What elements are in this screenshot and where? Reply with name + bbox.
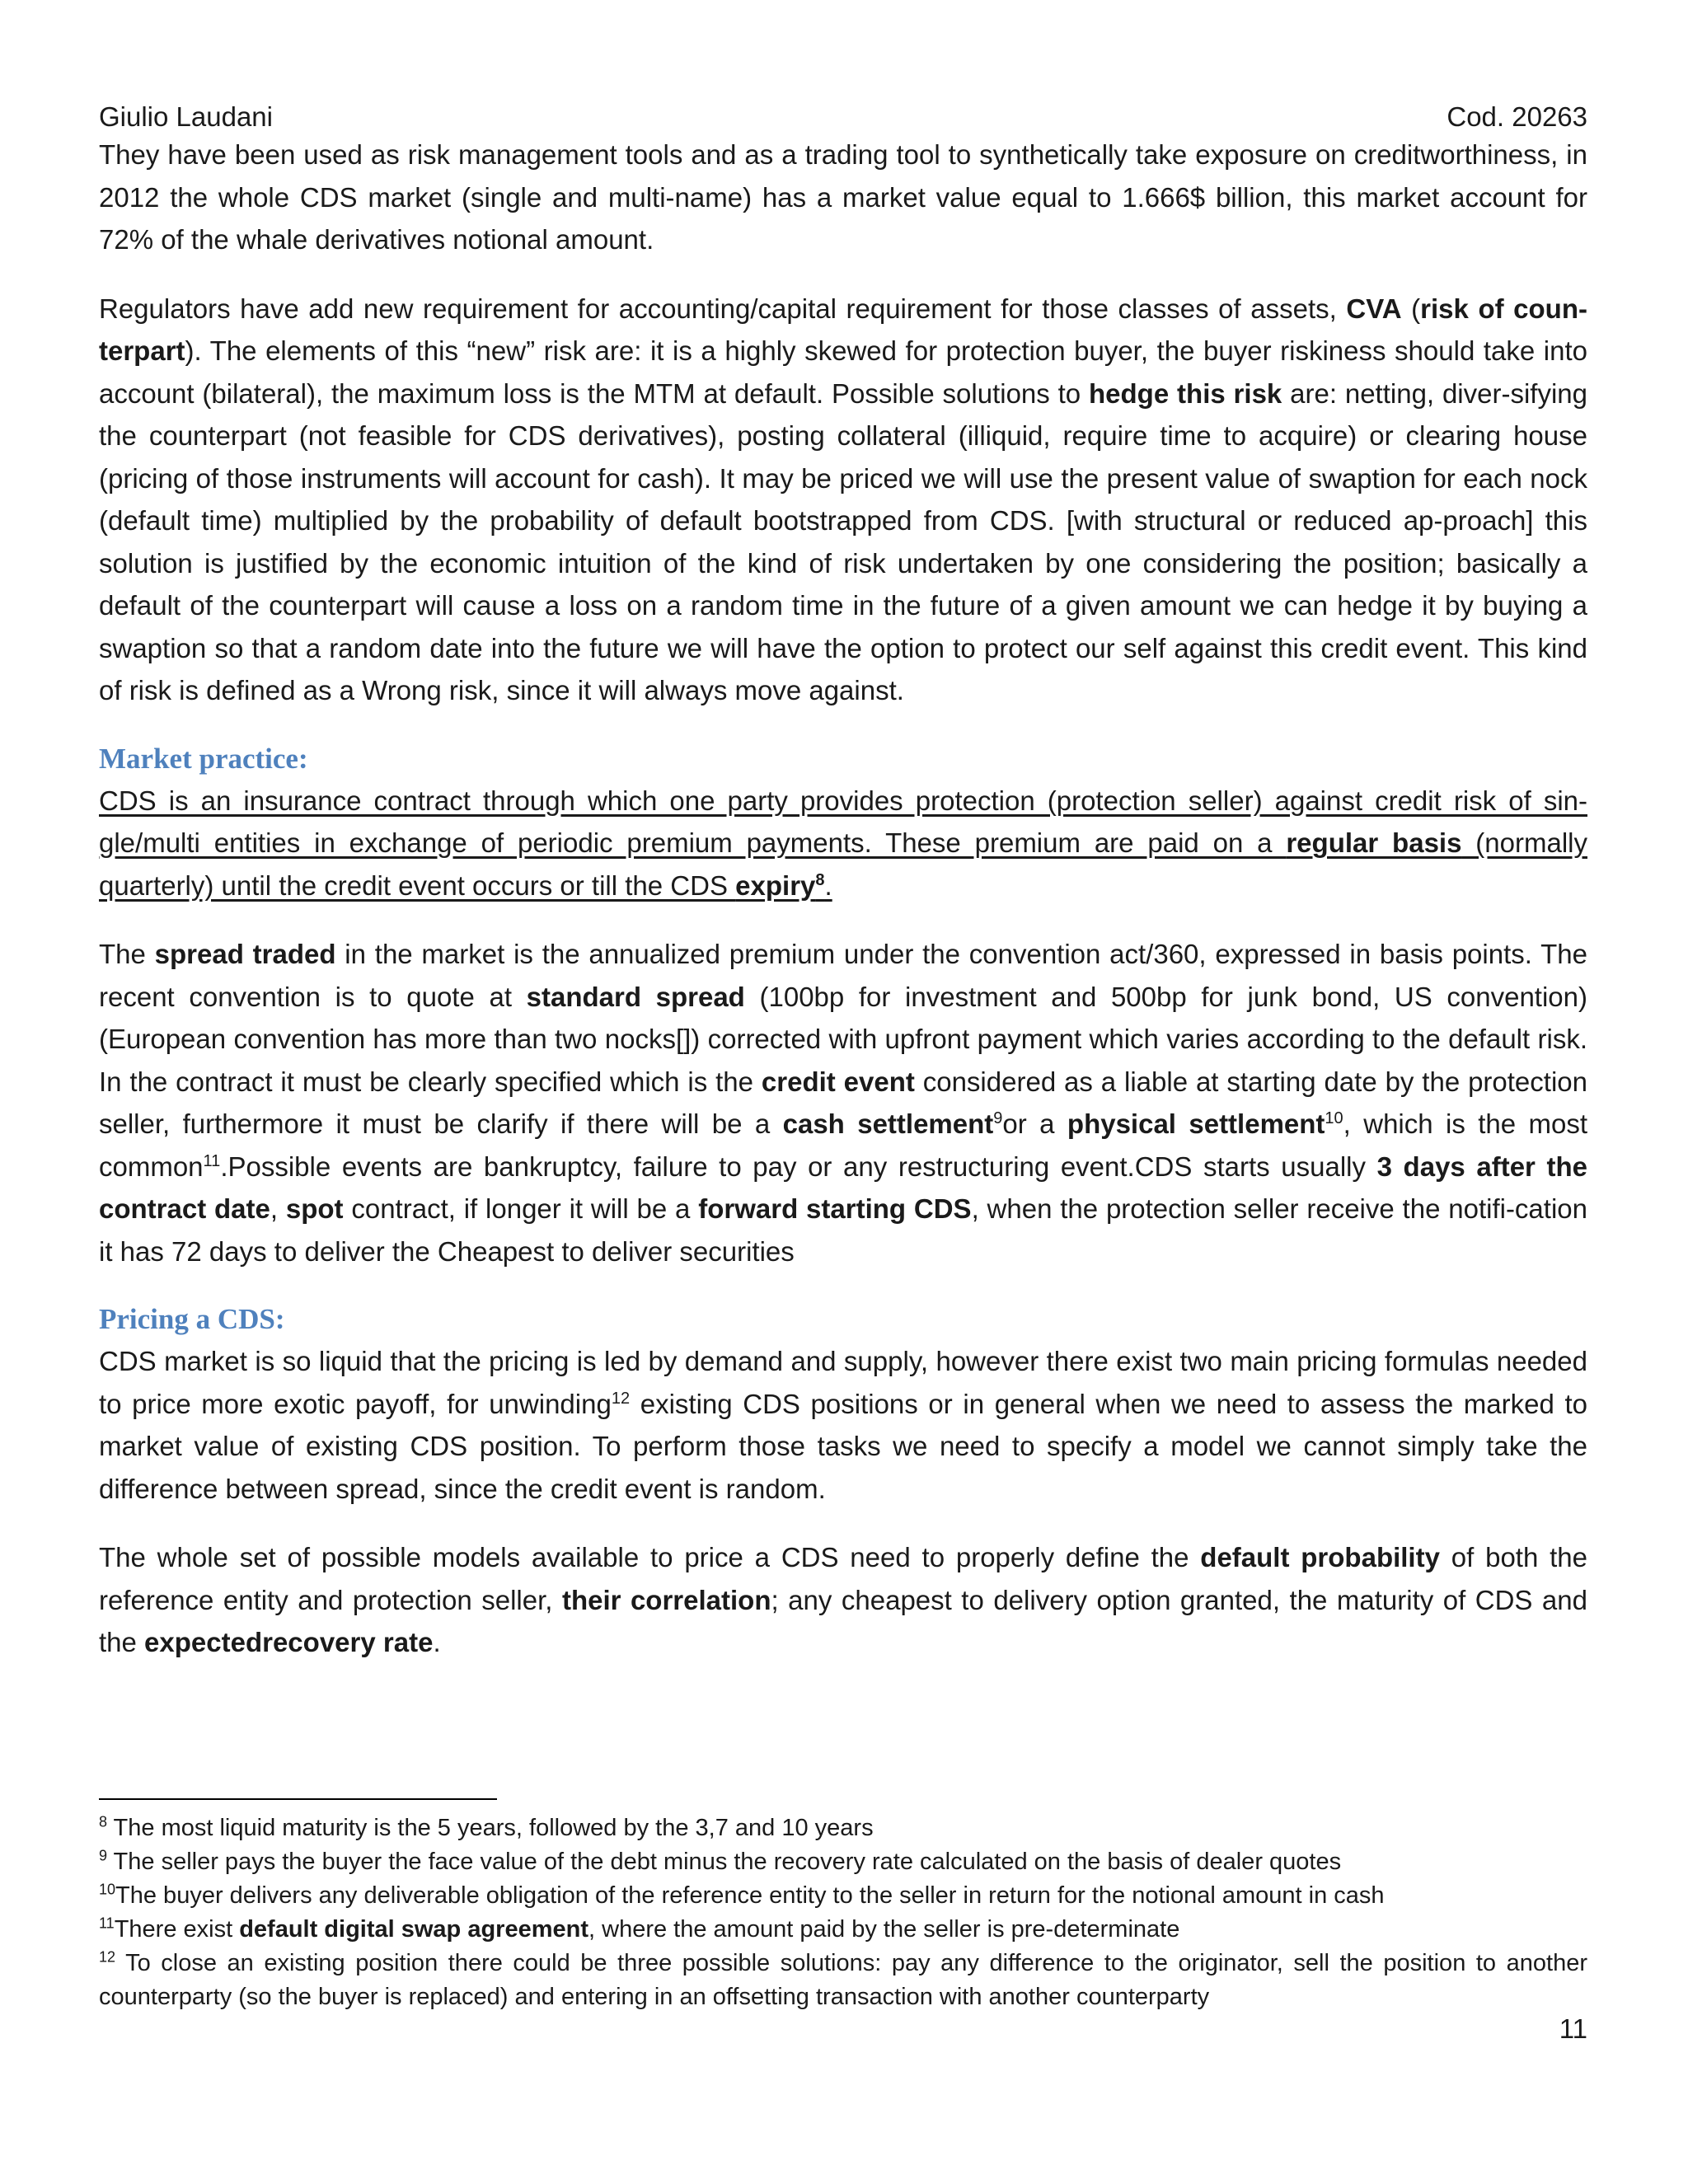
paragraph-models: The whole set of possible models available to price a CDS need to properly define the default probability of both the reference entity and protection seller, their correlation; any cheapest to delivery option granted, the maturity of CDS and the expectedrecovery rate.: [99, 1542, 1587, 1657]
course-code: Cod. 20263: [1447, 101, 1587, 132]
footnote-11: $^{11}$There exist default digital swap agreement, where the amount paid by the seller is pre-determinate: [99, 1915, 1180, 1943]
body-text: [99, 134, 1587, 1690]
heading-pricing-cds: Pricing a CDS:: [99, 1303, 285, 1335]
paragraph-cds-definition: CDS is an insurance contract through which one party provides protection (protection seller) against credit risk of sin-gle/multi entities in exchange of periodic premium payments. These premium are paid on a regular basis (normally quarterly) until the credit event occurs or till the CDS expiry$^8$.: [99, 785, 1587, 901]
footnote-9: $^9$ The seller pays the buyer the face value of the debt minus the recovery rate calculated on the basis of dealer quotes: [99, 1847, 1342, 1875]
page-number: 11: [1559, 2013, 1587, 2044]
author-name: Giulio Laudani: [99, 101, 273, 132]
footnote-12: $^{12}$ To close an existing position there could be three possible solutions: pay any difference to the originator, sell the position to another counterparty (so the buyer is replaced) and entering in an offsetting transaction with another counterparty: [99, 1948, 1587, 2010]
footnote-8: $^8$ The most liquid maturity is the 5 years, followed by the 3,7 and 10 years: [99, 1813, 874, 1841]
footnotes: [99, 1811, 1587, 2014]
paragraph-cds-usage: They have been used as risk management tools and as a trading tool to synthetically take exposure on creditworthiness, in 2012 the whole CDS market (single and multi-name) has a market value equal to 1.666$ billion, this market account for 72% of the whale derivatives notional amount.: [99, 139, 1587, 255]
paragraph-spread-traded: The spread traded in the market is the annualized premium under the convention act/360, expressed in basis points. The recent convention is to quote at standard spread (100bp for investment and 500bp for junk bond, US convention) (European convention has more than two nocks[]) corrected with upfront payment which varies according to the default risk. In the contract it must be clearly specified which is the credit event considered as a liable at starting date by the protection seller, furthermore it must be clarify if there will be a cash settlement$^9$or a physical settlement$^{10}$, which is the most common$^{11}$.Possible events are bankruptcy, failure to pay or any restructuring event.CDS starts usually 3 days after the contract date, spot contract, if longer it will be a forward starting CDS, when the protection seller receive the notifi-cation it has 72 days to deliver the Cheapest to deliver securities: [99, 939, 1588, 1267]
footnote-10: $^{10}$The buyer delivers any deliverable obligation of the reference entity to the seller in return for the notional amount in cash: [99, 1881, 1385, 1909]
paragraph-cva: Regulators have add new requirement for accounting/capital requirement for those classes of assets, CVA (risk of coun-terpart). The elements of this “new” risk are: it is a highly skewed for protection buyer, the buyer riskiness should take into account (bilateral), the maximum loss is the MTM at default. Possible solutions to hedge this risk are: netting, diver-sifying the counterpart (not feasible for CDS derivatives), posting collateral (illiquid, require time to acquire) or clearing house (pricing of those instruments will account for cash). It may be priced we will use the present value of swaption for each nock (default time) multiplied by the probability of default bootstrapped from CDS. [with structural or reduced ap-proach] this solution is justified by the economic intuition of the kind of risk undertaken by one considering the position; basically a default of the counterpart will cause a loss on a random time in the future of a given amount we can hedge it by buying a swaption so that a random date into the future we will have the option to protect our self against this credit event. This kind of risk is defined as a Wrong risk, since it will always move against.: [99, 293, 1587, 705]
footnote-separator: [99, 1798, 497, 1800]
heading-market-practice: Market practice:: [99, 742, 308, 775]
paragraph-pricing: CDS market is so liquid that the pricing is led by demand and supply, however there exist two main pricing formulas needed to price more exotic payoff, for unwinding$^{12}$ existing CDS positions or in general when we need to assess the marked to market value of existing CDS position. To perform those tasks we need to specify a model we cannot simply take the difference between spread, since the credit event is random.: [99, 1346, 1587, 1504]
